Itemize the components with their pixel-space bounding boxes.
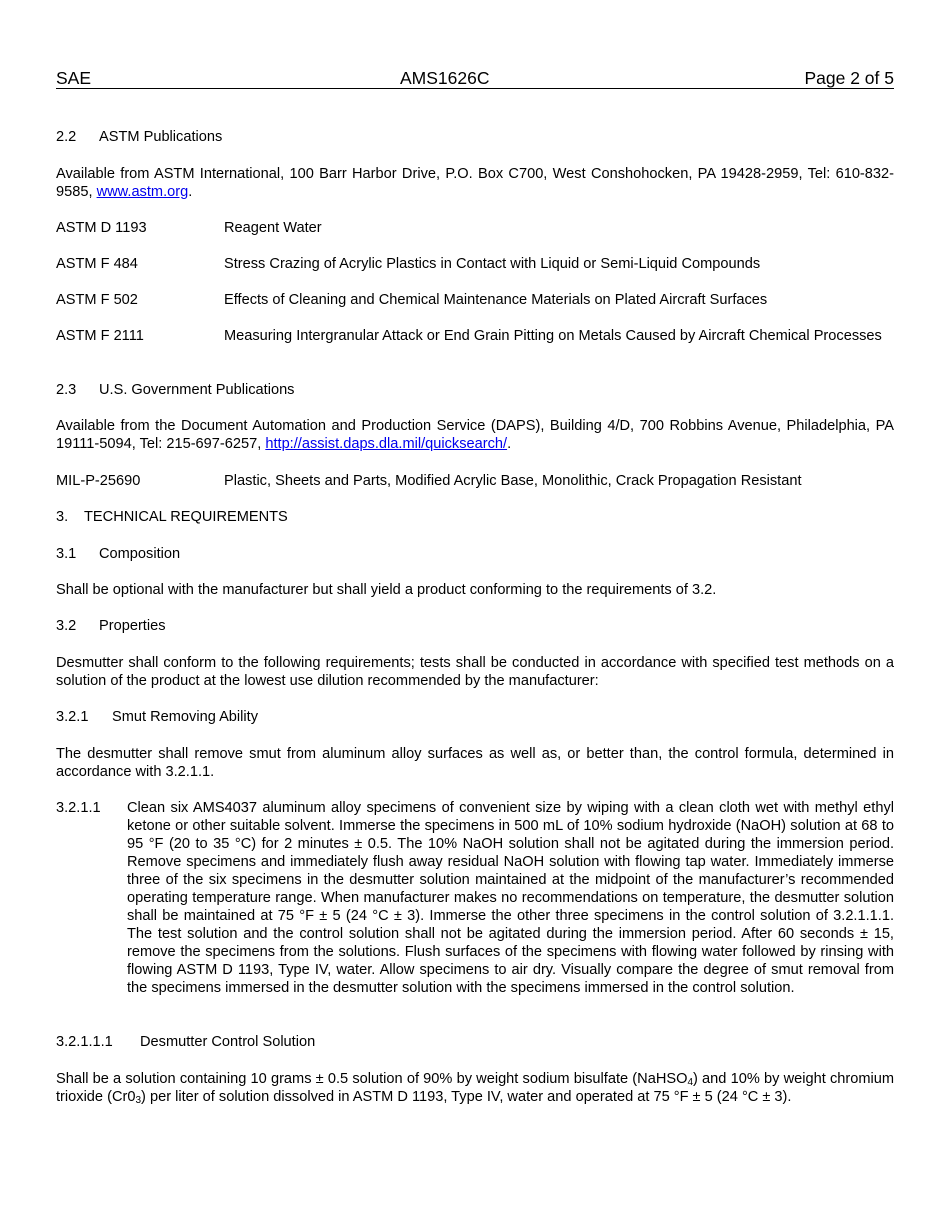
section-number: 3.2.1: [56, 709, 89, 725]
section-title: ASTM Publications: [99, 129, 223, 145]
section-3-2-1-heading: [56, 708, 894, 726]
section-2-2-heading: [56, 128, 894, 146]
availability-text: Available from the Document Automation and Production Service (DAPS), Building 4/D, 700 Robbins Avenue, Philadelphia, PA 19111-5094, Tel: 215-697-6257,: [56, 418, 894, 452]
availability-text: Available from ASTM International, 100 Barr Harbor Drive, P.O. Box C700, West Conshohocken, PA 19428-2959, Tel: 610-832-9585,: [56, 166, 894, 200]
section-title: U.S. Government Publications: [99, 382, 295, 398]
header-page-number: Page 2 of 5: [804, 68, 894, 88]
header-doc-number: AMS1626C: [400, 68, 490, 88]
ref-code: ASTM D 1193: [56, 220, 147, 236]
control-solution-text: [56, 1070, 894, 1106]
section-3-1-heading: [56, 545, 894, 563]
section-3-2-heading: [56, 617, 894, 635]
astm-link[interactable]: www.astm.org: [96, 184, 189, 200]
section-number: 3.2: [56, 618, 77, 634]
ref-code: ASTM F 2111: [56, 328, 144, 344]
section-number: 3.2.1.1: [56, 800, 101, 816]
header-org: SAE: [56, 68, 92, 88]
ref-astm-d1193: [56, 219, 894, 237]
section-number: 2.3: [56, 382, 77, 398]
ref-mil-p-25690: [56, 472, 894, 490]
properties-text: Desmutter shall conform to the following requirements; tests shall be conducted in accordance with specified test methods on a solution of the product at the lowest use dilution recommended by the manufacturer:: [56, 655, 894, 689]
section-number: 3.1: [56, 546, 77, 562]
control-text-part: ) and 10% by weight chromium trioxide (Cr0: [56, 1071, 895, 1105]
period: .: [188, 184, 193, 200]
subscript: 4: [687, 1077, 694, 1088]
period: .: [507, 436, 512, 452]
section-3-2-1-1-1-heading: [56, 1033, 894, 1051]
ref-code: MIL-P-25690: [56, 473, 141, 489]
control-text-part: ) per liter of solution dissolved in ASTM D 1193, Type IV, water and operated at 75 °F ± 5 (24 °C ± 3).: [141, 1089, 792, 1105]
section-title: TECHNICAL REQUIREMENTS: [84, 509, 288, 525]
daps-availability: [56, 417, 894, 453]
subscript: 3: [135, 1095, 142, 1106]
ref-title: Plastic, Sheets and Parts, Modified Acrylic Base, Monolithic, Crack Propagation Resistant: [224, 473, 802, 489]
ref-astm-f2111: [56, 327, 894, 345]
section-3-heading: [56, 508, 894, 526]
assist-link[interactable]: http://assist.daps.dla.mil/quicksearch/: [265, 436, 508, 452]
composition-text: Shall be optional with the manufacturer but shall yield a product conforming to the requirements of 3.2.: [56, 582, 717, 598]
section-title: Composition: [99, 546, 181, 562]
document-page: [56, 68, 895, 1106]
section-title: Desmutter Control Solution: [140, 1034, 316, 1050]
ref-code: ASTM F 502: [56, 292, 138, 308]
ref-title: Measuring Intergranular Attack or End Grain Pitting on Metals Caused by Aircraft Chemical Processes: [224, 328, 882, 344]
ref-astm-f502: [56, 291, 894, 309]
ref-title: Effects of Cleaning and Chemical Maintenance Materials on Plated Aircraft Surfaces: [224, 292, 768, 308]
ref-title: Stress Crazing of Acrylic Plastics in Contact with Liquid or Semi-Liquid Compounds: [224, 256, 761, 272]
ref-code: ASTM F 484: [56, 256, 138, 272]
control-text-part: Shall be a solution containing 10 grams ± 0.5 solution of 90% by weight sodium bisulfate (NaHSO: [56, 1071, 688, 1087]
section-number: 2.2: [56, 129, 77, 145]
section-2-3-heading: [56, 381, 894, 399]
page-header: [56, 68, 894, 89]
procedure-text: Clean six AMS4037 aluminum alloy specimens of convenient size by wiping with a clean cloth wet with methyl ethyl ketone or other suitable solvent. Immerse the specimens in 500 mL of 10% sodium hydroxide (NaOH) solution at 68 to 95 °F (20 to 35 °C) for 2 minutes ± 0.5. The 10% NaOH solution shall not be agitated during the immersion period. Remove specimens and immediately flush away residual NaOH solution with flowing tap water. Immediately immerse three of the six specimens in the desmutter solution maintained at the midpoint of the manufacturer’s recommended operating temperature range. When manufacturer makes no recommendations on temperature, the desmutter solution shall be maintained at 75 °F ± 5 (24 °C ± 3). Immerse the other three specimens in the control solution of 3.2.1.1.1. The test solution and the control solution shall not be agitated during the immersion period. After 60 seconds ± 15, remove the specimens from the solutions. Flush surfaces of the specimens with flowing water followed by rinsing with flowing ASTM D 1193, Type IV, water. Allow specimens to air dry. Visually compare the degree of smut removal from the specimens immersed in the desmutter solution with the specimens immersed in the control solution.: [127, 800, 894, 996]
smut-removing-text: The desmutter shall remove smut from aluminum alloy surfaces as well as, or better than, the control formula, determined in accordance with 3.2.1.1.: [56, 746, 894, 780]
ref-astm-f484: [56, 255, 894, 273]
section-title: Properties: [99, 618, 166, 634]
section-number: 3.: [56, 509, 69, 525]
section-title: Smut Removing Ability: [112, 709, 258, 725]
section-number: 3.2.1.1.1: [56, 1034, 113, 1050]
ref-title: Reagent Water: [224, 220, 322, 236]
section-3-2-1-1: [56, 799, 894, 997]
astm-availability: [56, 165, 894, 201]
